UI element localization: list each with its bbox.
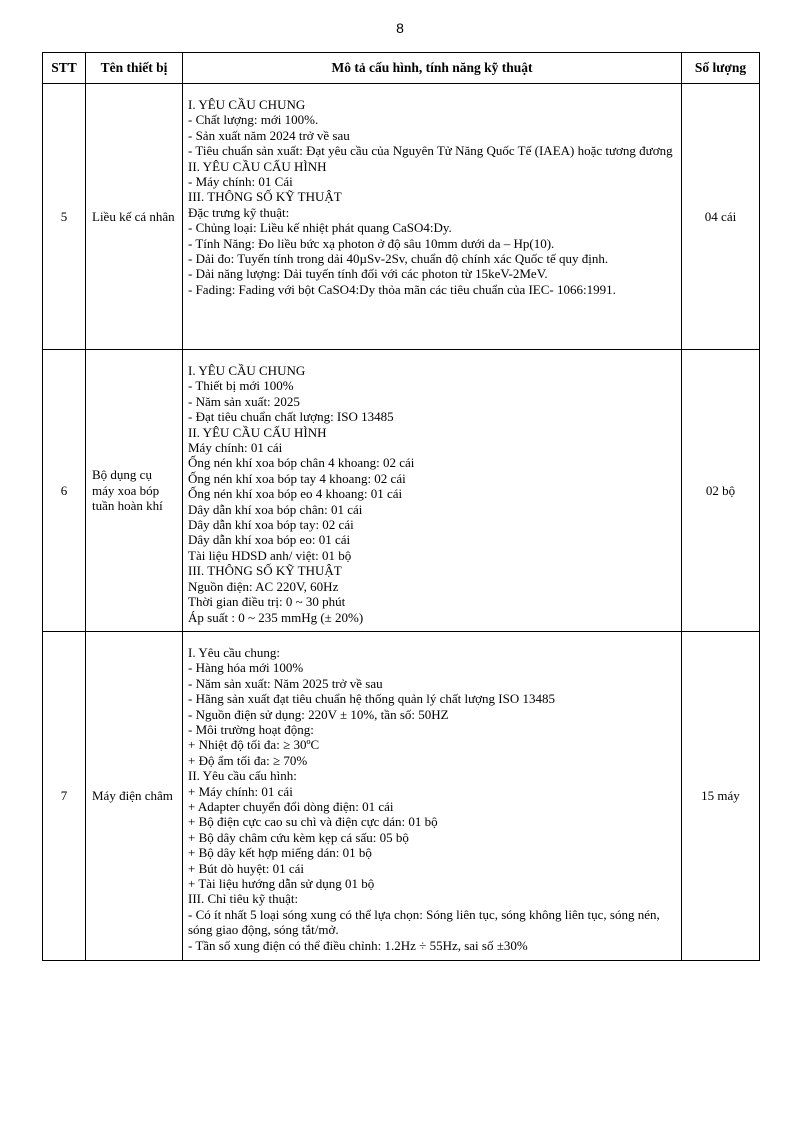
- table-row: [43, 350, 760, 632]
- description-line: + Độ ẩm tối đa: ≥ 70%: [188, 752, 308, 768]
- description-line: + Bộ dây châm cứu kèm kẹp cá sấu: 05 bộ: [188, 829, 409, 845]
- description-line: Ống nén khí xoa bóp tay 4 khoang: 02 cái: [188, 470, 406, 486]
- description-line: - Hãng sản xuất đạt tiêu chuẩn hệ thống quản lý chất lượng ISO 13485: [188, 691, 556, 707]
- header-quantity: Số lượng: [682, 53, 760, 84]
- description-line: - Nguồn điện sử dụng: 220V ± 10%, tần số: 50HZ: [188, 706, 449, 722]
- row-stt: 7: [43, 631, 86, 960]
- table-row: [43, 631, 760, 960]
- description-line: Máy chính: 01 cái: [188, 440, 283, 456]
- description-line: I. Yêu cầu chung:: [188, 644, 280, 660]
- row-stt: 5: [43, 84, 86, 350]
- description-line: - Môi trường hoạt động:: [188, 721, 314, 737]
- row-stt: 6: [43, 350, 86, 632]
- description-line: + Bộ điện cực cao su chì và điện cực dán: 01 bộ: [188, 814, 438, 830]
- description-line: - Dải năng lượng: Dải tuyến tính đối với các photon từ 15keV-2MeV.: [188, 266, 548, 282]
- description-line: - Sản xuất năm 2024 trở về sau: [188, 127, 350, 143]
- description-line: Ống nén khí xoa bóp eo 4 khoang: 01 cái: [188, 486, 403, 502]
- description-line: - Hàng hóa mới 100%: [188, 660, 304, 676]
- description-line: Áp suất : 0 ~ 235 mmHg (± 20%): [188, 609, 364, 625]
- description-line: - Fading: Fading với bột CaSO4:Dy thỏa mãn các tiêu chuẩn của IEC- 1066:1991.: [188, 281, 616, 297]
- row-description: [183, 350, 682, 632]
- description-line: - Máy chính: 01 Cái: [188, 174, 293, 190]
- description-line: Tài liệu HDSD anh/ việt: 01 bộ: [188, 547, 352, 563]
- description-line: + Tài liệu hướng dẫn sử dụng 01 bộ: [188, 876, 375, 891]
- header-stt: STT: [43, 53, 86, 84]
- row-device-name: Máy điện châm: [86, 631, 183, 960]
- row-description: [183, 84, 682, 350]
- description-line: - Tiêu chuẩn sản xuất: Đạt yêu cầu của Nguyên Tử Năng Quốc Tế (IAEA) hoặc tương đương: [188, 143, 673, 159]
- description-line: + Bộ dây kết hợp miếng dán: 01 bộ: [188, 845, 372, 861]
- description-line: Dây dẫn khí xoa bóp tay: 02 cái: [188, 517, 354, 533]
- table-header-row: [43, 53, 760, 84]
- header-description: Mô tả cấu hình, tính năng kỹ thuật: [183, 53, 682, 84]
- equipment-spec-table: [42, 52, 760, 961]
- description-line: II. YÊU CẦU CẤU HÌNH: [188, 158, 327, 174]
- description-line: II. Yêu cầu cấu hình:: [188, 768, 297, 784]
- description-line: - Dải đo: Tuyến tính trong dải 40µSv-2Sv, chuẩn độ chính xác Quốc tế quy định.: [188, 251, 609, 267]
- description-line: - Tính Năng: Đo liều bức xạ photon ở độ sâu 10mm dưới da – Hp(10).: [188, 235, 555, 251]
- row-quantity: 15 máy: [682, 631, 760, 960]
- description-line: - Thiết bị mới 100%: [188, 378, 294, 394]
- table-row: [43, 84, 760, 350]
- row-quantity: 04 cái: [682, 84, 760, 350]
- row-device-name: Liều kế cá nhân: [86, 84, 183, 350]
- description-line: III. THÔNG SỐ KỸ THUẬT: [188, 563, 342, 579]
- row-device-name: Bộ dụng cụ máy xoa bóp tuần hoàn khí: [86, 350, 183, 632]
- description-line: Dây dẫn khí xoa bóp chân: 01 cái: [188, 501, 363, 517]
- description-line: + Nhiệt độ tối đa: ≥ 30ºC: [188, 737, 320, 753]
- description-line: + Máy chính: 01 cái: [188, 783, 293, 799]
- description-line: - Chủng loại: Liều kế nhiệt phát quang CaSO4:Dy.: [188, 220, 452, 236]
- description-line: Đặc trưng kỹ thuật:: [188, 204, 290, 220]
- description-line: III. Chỉ tiêu kỹ thuật:: [188, 891, 299, 907]
- description-line: Thời gian điều trị: 0 ~ 30 phút: [188, 594, 346, 610]
- description-line: - Chất lượng: mới 100%.: [188, 112, 319, 128]
- description-line: - Năm sản xuất: 2025: [188, 393, 300, 409]
- description-line: Ống nén khí xoa bóp chân 4 khoang: 02 cái: [188, 455, 415, 471]
- description-line: Nguồn điện: AC 220V, 60Hz: [188, 578, 339, 594]
- description-line: II. YÊU CẦU CẤU HÌNH: [188, 424, 327, 440]
- description-line: + Bút dò huyệt: 01 cái: [188, 860, 305, 876]
- description-line: - Đạt tiêu chuẩn chất lượng: ISO 13485: [188, 409, 394, 425]
- description-line: Dây dẫn khí xoa bóp eo: 01 cái: [188, 532, 351, 548]
- page-number: 8: [396, 20, 404, 36]
- description-line: + Adapter chuyển đổi dòng điện: 01 cái: [188, 798, 394, 814]
- description-line: I. YÊU CẦU CHUNG: [188, 363, 306, 378]
- description-line: III. THÔNG SỐ KỸ THUẬT: [188, 189, 342, 205]
- description-line: I. YÊU CẦU CHUNG: [188, 97, 306, 112]
- row-description: [183, 631, 682, 960]
- description-line: - Năm sản xuất: Năm 2025 trở về sau: [188, 675, 383, 691]
- row-quantity: 02 bộ: [682, 350, 760, 632]
- description-line: - Có ít nhất 5 loại sóng xung có thể lựa chọn: Sóng liên tục, sóng không liên tục, sóng nén, sóng giao động, sóng tắt/mở.: [188, 906, 663, 938]
- header-device-name: Tên thiết bị: [86, 53, 183, 84]
- description-line: - Tần số xung điện có thể điều chỉnh: 1.2Hz ÷ 55Hz, sai số ±30%: [188, 937, 528, 953]
